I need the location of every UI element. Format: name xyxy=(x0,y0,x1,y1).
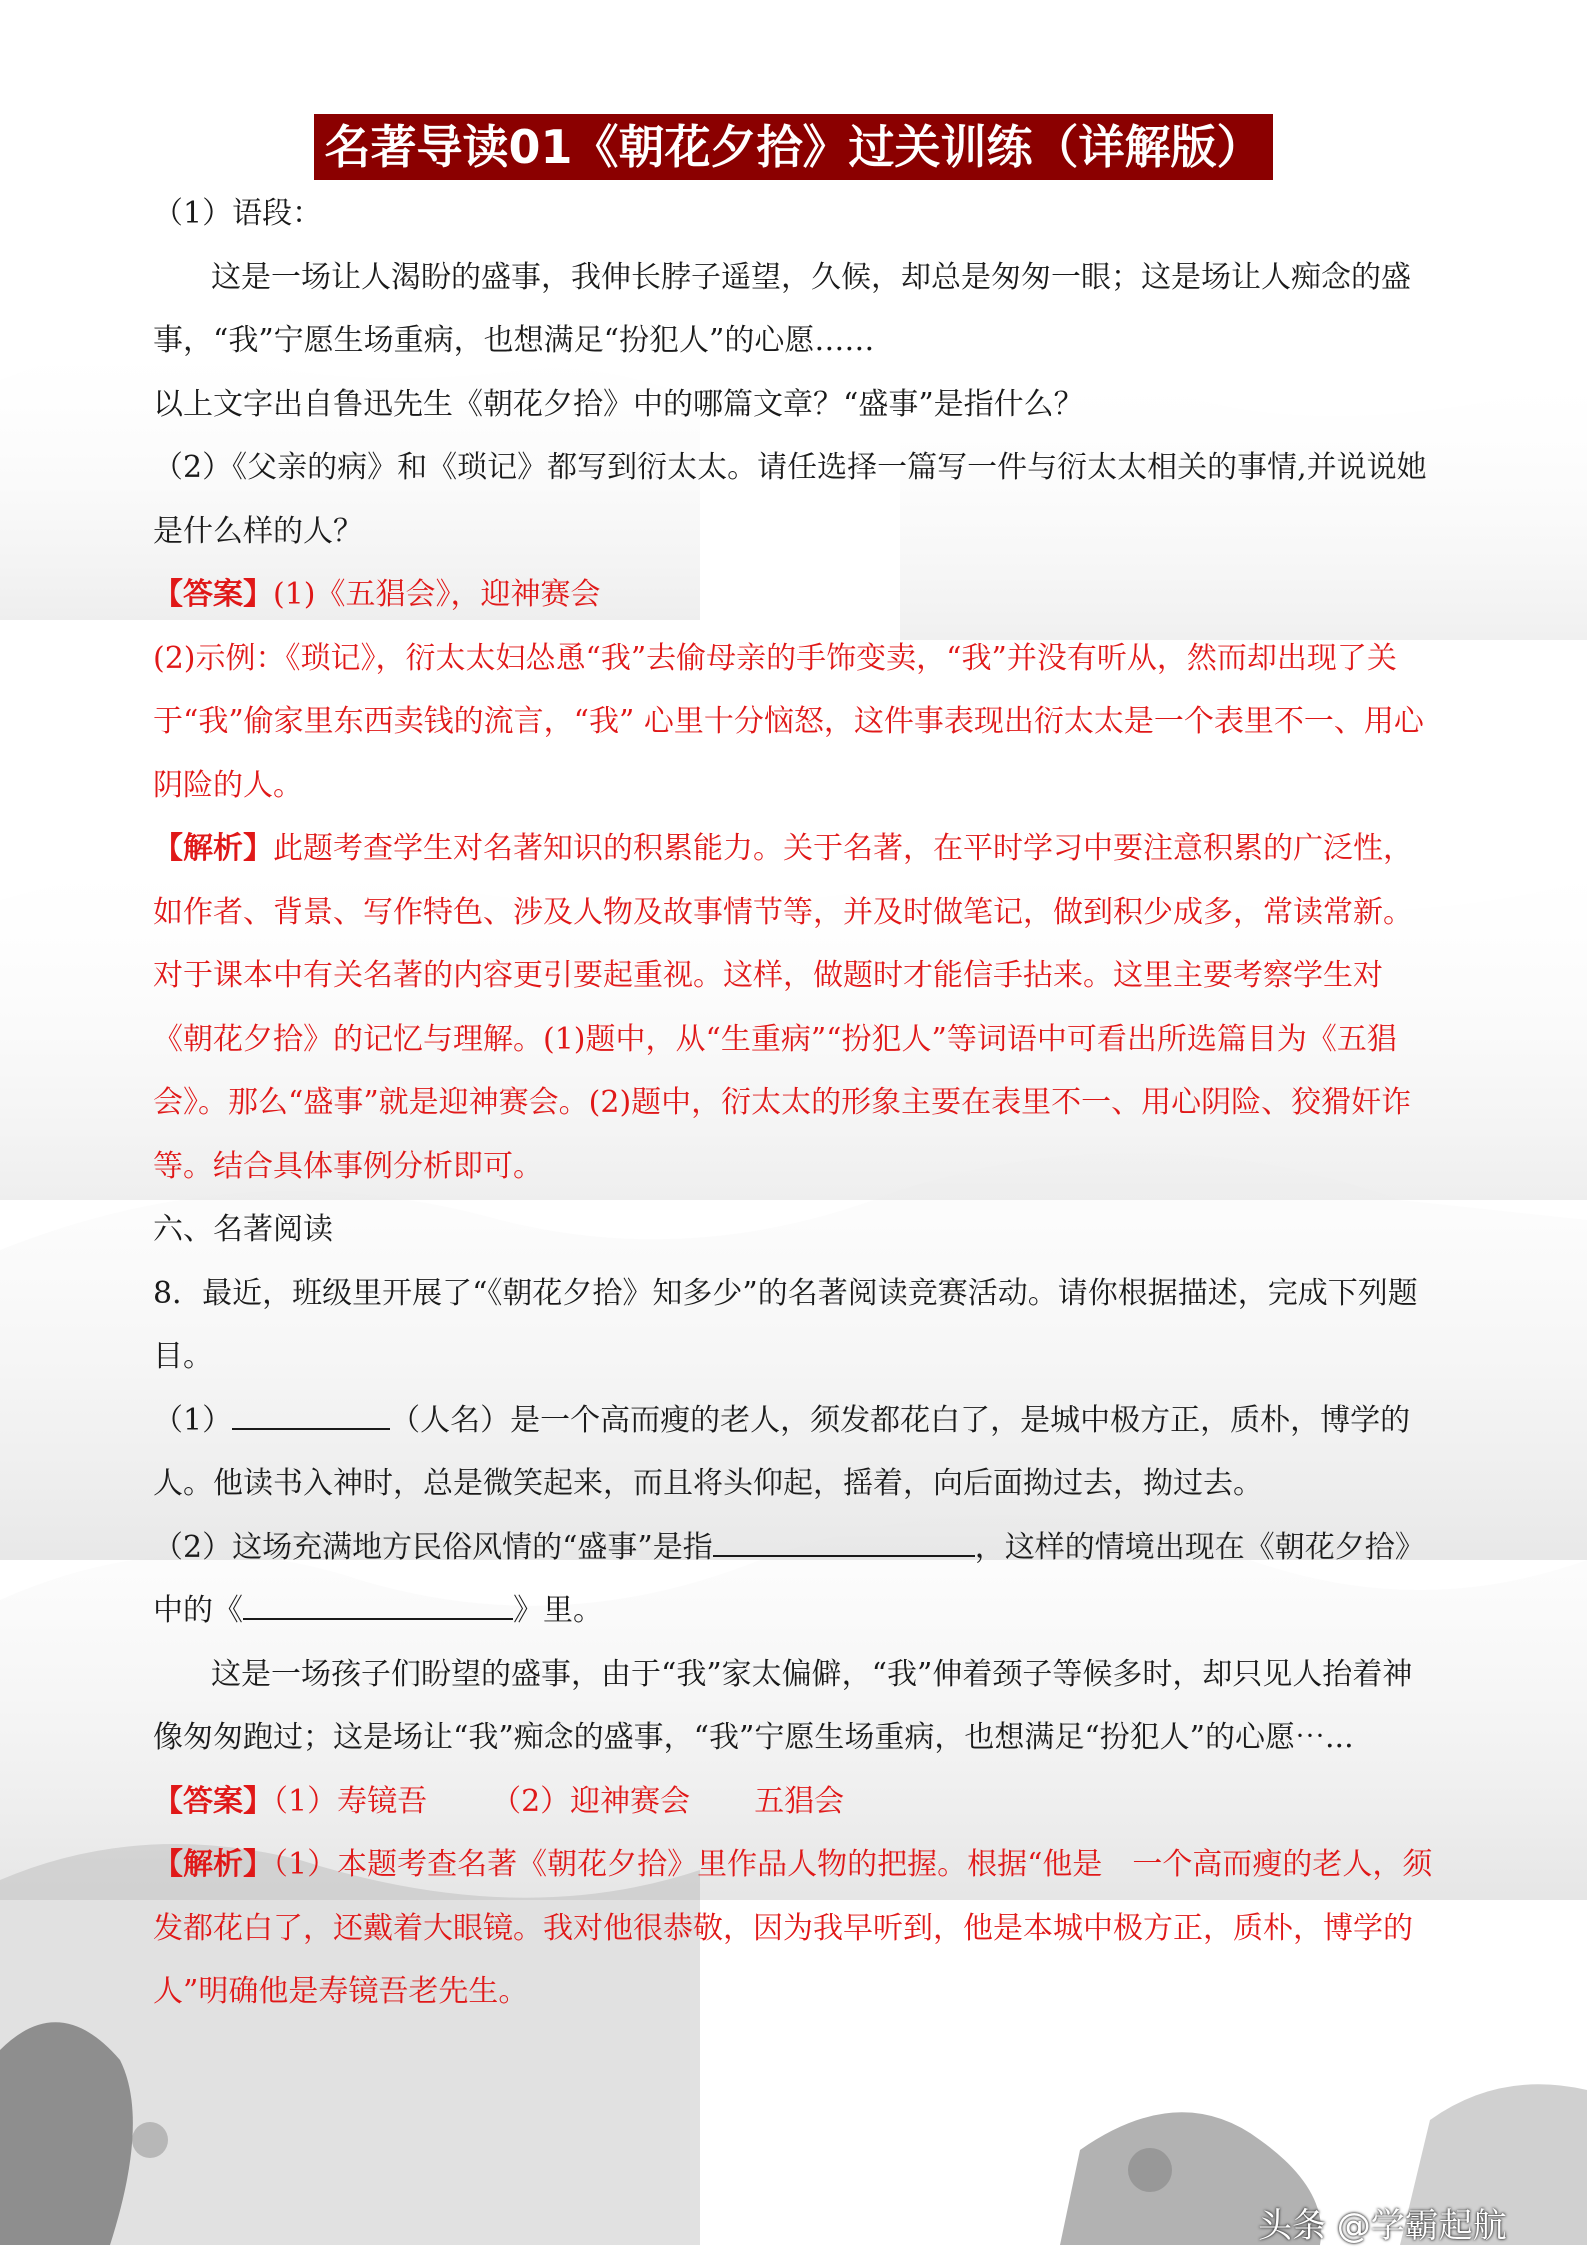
answer-1 xyxy=(153,563,1438,627)
q8-2-text-a: （2）这场充满地方民俗风情的“盛事”是指 xyxy=(153,1529,713,1565)
answer-3-part-3: 五猖会 xyxy=(754,1783,845,1819)
fill-blank xyxy=(243,1590,513,1620)
page-title: 名著导读01《朝花夕拾》过关训练（详解版） xyxy=(314,114,1272,180)
question-8-1 xyxy=(153,1389,1438,1516)
question-8: 8．最近，班级里开展了“《朝花夕拾》知多少”的名著阅读竞赛活动。请你根据描述，完成下列题目。 xyxy=(153,1275,1418,1374)
analysis-2-text: （1）本题考查名著《朝花夕拾》里作品人物的把握。根据“他是 一个高而瘦的老人，须发都花白了，还戴着大眼镜。我对他很恭敬，因为我早听到，他是本城中极方正，质朴，博学的人”明确他是寿镜吾老先生。 xyxy=(153,1847,1433,2009)
document-body xyxy=(153,182,1438,2024)
quoted-passage-1: 这是一场让人渴盼的盛事，我伸长脖子遥望，久候，却总是匆匆一眼；这是场让人痴念的盛事，“我”宁愿生场重病，也想满足“扮犯人”的心愿…… xyxy=(153,259,1411,358)
analysis-tag: 【解析】 xyxy=(153,1847,273,1882)
answer-3-part-1: （1）寿镜吾 xyxy=(273,1783,428,1819)
q8-2-text-b: ，这样的情境出现在《朝花夕拾》中的《 xyxy=(153,1529,1425,1628)
q8-2-text-c: 》里。 xyxy=(513,1593,603,1628)
fill-blank xyxy=(713,1527,975,1557)
answer-1-text: (1)《五猖会》，迎神赛会 xyxy=(273,577,601,612)
section-heading: 六、名著阅读 xyxy=(153,1212,333,1247)
analysis-1-text: 此题考查学生对名著知识的积累能力。关于名著，在平时学习中要注意积累的广泛性，如作者、背景、写作特色、涉及人物及故事情节等，并及时做笔记，做到积少成多，常读常新。对于课本中有关名著的内容更引要起重视。这样，做题时才能信手拈来。这里主要考察学生对《朝花夕拾》的记忆与理解。(1)题中，从“生重病”“扮犯人”等词语中可看出所选篇目为《五猖会》。那么“盛事”就是迎神赛会。(2)题中，衍太太的形象主要在表里不一、用心阴险、狡猾奸诈等。结合具体事例分析即可。 xyxy=(153,831,1413,1184)
answer-tag: 【答案】 xyxy=(153,577,273,612)
answer-2: (2)示例：《琐记》，衍太太妇怂恿“我”去偷母亲的手饰变卖，“我”并没有听从，然而却出现了关于“我”偷家里东西卖钱的流言，“我” 心里十分恼怒，这件事表现出衍太太是一个表里不一、用心阴险的人。 xyxy=(153,640,1424,803)
q1-question: 以上文字出自鲁迅先生《朝花夕拾》中的哪篇文章？“盛事”是指什么？ xyxy=(153,386,1084,422)
q8-1-number: （1） xyxy=(153,1402,233,1438)
q2-question: （2）《父亲的病》和《琐记》都写到衍太太。请任选择一篇写一件与衍太太相关的事情,并说说她是什么样的人？ xyxy=(153,450,1427,549)
title-bar xyxy=(0,114,1587,180)
answer-3 xyxy=(153,1770,1438,1834)
question-8-2 xyxy=(153,1516,1438,1643)
fill-blank xyxy=(232,1400,390,1430)
analysis-tag: 【解析】 xyxy=(153,831,273,866)
answer-3-part-2: （2）迎神赛会 xyxy=(491,1783,691,1819)
quoted-passage-2: 这是一场孩子们盼望的盛事，由于“我”家太偏僻，“我”伸着颈子等候多时，却只见人抬着神像匆匆跑过；这是场让“我”痴念的盛事，“我”宁愿生场重病，也想满足“扮犯人”的心愿⋯... xyxy=(153,1656,1413,1755)
q8-1-text: （人名）是一个高而瘦的老人，须发都花白了，是城中极方正，质朴，博学的人。他读书入神时，总是微笑起来，而且将头仰起，摇着，向后面拗过去，拗过去。 xyxy=(153,1402,1411,1501)
analysis-2 xyxy=(153,1833,1438,2024)
watermark: 头条 @学霸起航 xyxy=(1258,2206,1507,2246)
answer-tag: 【答案】 xyxy=(153,1783,273,1819)
q1-label: （1）语段： xyxy=(153,196,323,231)
analysis-1 xyxy=(153,817,1438,1198)
